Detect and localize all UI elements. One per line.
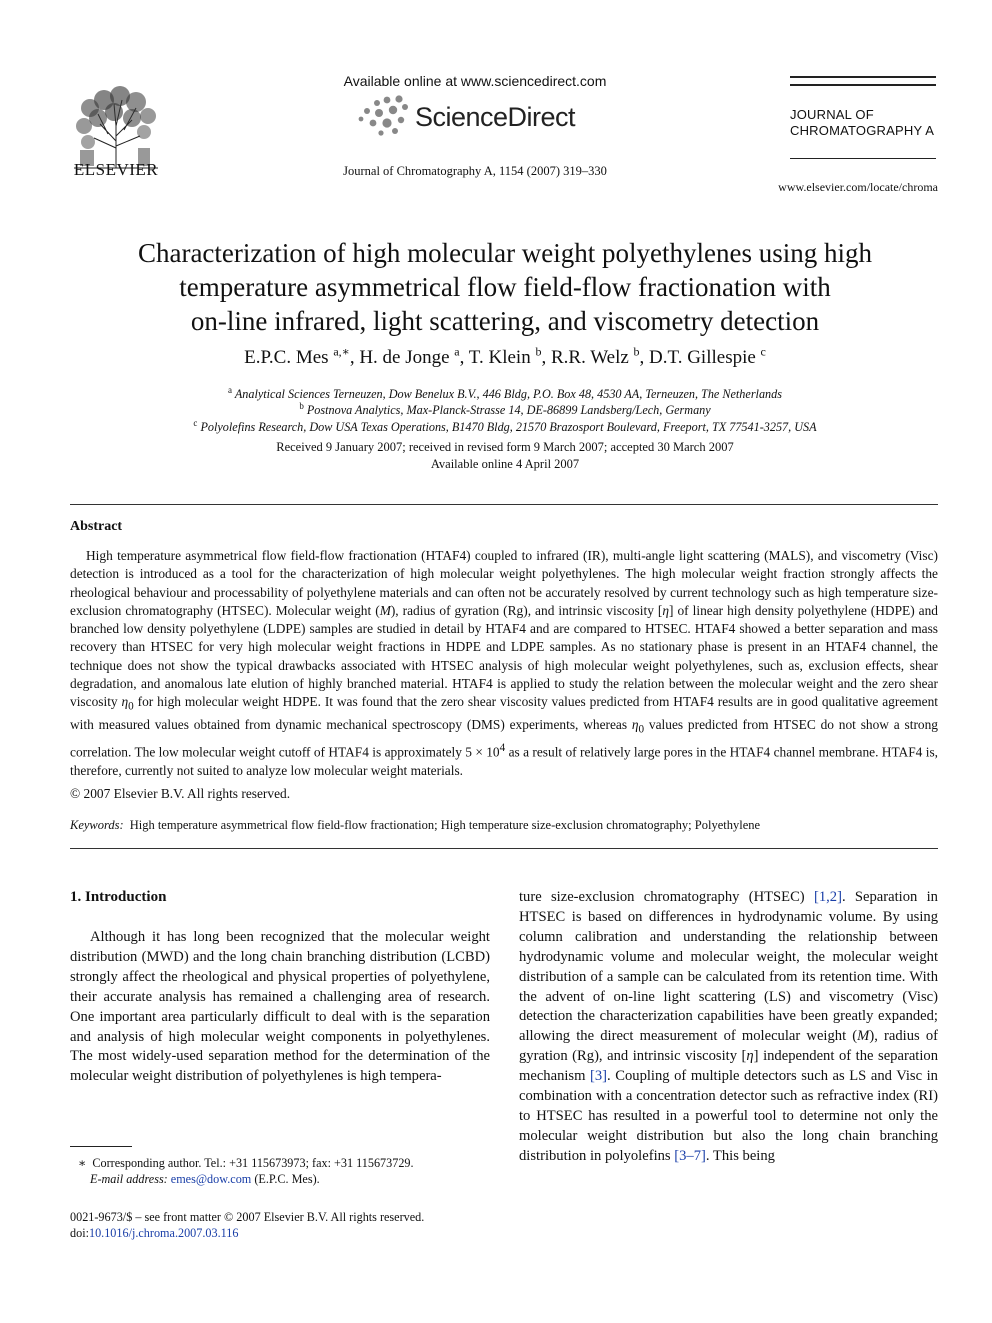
keywords-label: Keywords: <box>70 818 124 832</box>
available-online-text: Available online at www.sciencedirect.com <box>343 73 607 89</box>
email-label: E-mail address: <box>90 1172 168 1186</box>
corresponding-author-text: Corresponding author. Tel.: +31 115673973; fax: +31 115673729. <box>92 1156 414 1170</box>
journal-name-line1: JOURNAL OF <box>790 107 874 122</box>
sciencedirect-wordmark: ScienceDirect <box>415 102 576 132</box>
affiliation-mark: b <box>299 401 304 411</box>
issn-line: 0021-9673/$ – see front matter © 2007 Elsevier B.V. All rights reserved. <box>70 1210 425 1224</box>
affiliation-mark: a <box>228 385 233 395</box>
section-heading-introduction: 1. Introduction <box>70 889 167 905</box>
available-online-date: Available online 4 April 2007 <box>430 457 580 471</box>
title-line-3: on-line infrared, light scattering, and viscometry detection <box>190 306 820 336</box>
author-name[interactable]: T. Klein <box>468 347 531 368</box>
affiliation-text: Postnova Analytics, Max-Planck-Strasse 14, DE-86899 Landsberg/Lech, Germany <box>306 403 711 418</box>
journal-citation: Journal of Chromatography A, 1154 (2007) 319–330 <box>343 164 607 178</box>
affiliation-mark: c <box>193 418 198 428</box>
corresponding-author-note: ∗ Corresponding author. Tel.: +31 115673973; fax: +31 115673729. <box>78 1156 414 1170</box>
abstract-rule-top <box>70 504 938 505</box>
author-affiliation-mark[interactable]: a,∗ <box>333 344 350 359</box>
affiliation-text: Analytical Sciences Terneuzen, Dow Benelux B.V., 446 Bldg, P.O. Box 48, 4530 AA, Terneuzen, The Netherlands <box>234 387 782 402</box>
doi-line <box>70 1225 238 1241</box>
journal-name-line2: CHROMATOGRAPHY A <box>790 123 935 138</box>
journal-url-link[interactable]: www.elsevier.com/locate/chroma <box>778 180 938 194</box>
title-line-1: Characterization of high molecular weight polyethylenes using high <box>137 238 873 268</box>
email-suffix: (E.P.C. Mes). <box>254 1172 320 1186</box>
body-column-left: Although it has long been recognized that the molecular weight distribution (MWD) and the long chain branching distribution (LCBD) strongly affect the rheological and physical properties of polyethylene, their accurate analysis has remained a challenging area of research. One important area particularly difficult to deal with is the separation and analysis of high molecular weight components in polyethylenes. The most widely-used separation method for the determination of the molecular weight distribution of polyethylenes is high tempera- <box>70 929 490 1085</box>
author-name[interactable]: H. de Jonge <box>359 347 450 368</box>
author-name[interactable]: E.P.C. Mes <box>244 347 329 368</box>
keywords-line <box>70 818 938 833</box>
affiliation-b <box>80 401 930 418</box>
copyright-notice: © 2007 Elsevier B.V. All rights reserved. <box>70 786 291 801</box>
author-affiliation-mark[interactable]: c <box>760 344 766 359</box>
journal-rule-bottom <box>790 158 936 159</box>
title-line-2: temperature asymmetrical flow field-flow fractionation with <box>179 272 831 302</box>
abstract-rule-bottom <box>70 848 938 849</box>
author-list: E.P.C. Mes $^{a,∗}$, H. de Jonge $^a$, T. Klein $^b$, R.R. Welz $^b$, D.T. Gillespie $^c$ <box>244 344 766 368</box>
journal-rule-second <box>790 84 936 86</box>
affiliation-c <box>80 418 930 435</box>
article-title <box>80 236 930 338</box>
author-affiliation-mark[interactable]: a <box>454 344 460 359</box>
author-name[interactable]: R.R. Welz <box>550 347 629 368</box>
body-column-right: ture size-exclusion chromatography (HTSEC) [1,2]. Separation in HTSEC is based on differences in hydrodynamic volume. By using column calibration and understanding the relationship between hydrodynamic volume and molecular weight, the molecular weight distribution of a sample can be calculated from its retention time. With the advent of on-line light scattering (LS) and viscometry (Visc) detection the characterization capabilities have been greatly expanded; allowing the direct measurement of molecular weight (M), radius of gyration (Rg), and intrinsic viscosity [η] independent of the separation mechanism [3]. Coupling of multiple detectors such as LS and Visc in combination with a concentration detector such as refractive index (RI) to HTSEC has resulted in a powerful tool to determine not only the molecular weight distribution but also the long chain branching distribution in polyolefins [3–7]. This being <box>519 889 938 1164</box>
citation-link[interactable]: [1,2] <box>813 889 842 905</box>
affiliation-text: Polyolefins Research, Dow USA Texas Operations, B1470 Bldg, 21570 Brazosport Boulevard, Freeport, TX 77541-3257, USA <box>200 420 817 435</box>
footnote-rule <box>70 1146 132 1147</box>
author-name[interactable]: D.T. Gillespie <box>649 347 756 368</box>
abstract-body: High temperature asymmetrical flow field-flow fractionation (HTAF4) coupled to infrared (IR), multi-angle light scattering (MALS), and viscometry (Visc) detection is introduced as a tool for the characterization of high molecular weight polyethylenes. The high molecular weight fraction strongly affects the rheological behaviour and processability of polyethylene materials and can often not be accurately resolved by current technology such as high temperature size-exclusion chromatography (HTSEC). Molecular weight (M), radius of gyration (Rg), and intrinsic viscosity [η] of linear high density polyethylene (HDPE) and branched low density polyethylene (LDPE) samples are studied in detail by HTAF4 and are compared to HTSEC. HTAF4 showed a better separation and mass recovery than HTSEC for very high molecular weight fractions in HDPE and LDPE samples. As no stationary phase is present in an HTAF4 channel, the technique does not show the typical drawbacks associated with HTSEC analysis of high molecular weight polyethylenes, such as, exclusion effects, shear degradation, and anomalous late elution of highly branched material. HTAF4 is applied to study the relation between the molecular weight and the zero shear viscosity $\eta_0$ for high molecular weight HDPE. It was found that the zero shear viscosity values predicted from HTAF4 results are in good qualitative agreement with measured values obtained from dynamic mechanical spectroscopy (DMS) experiments, whereas $\eta_0$ values predicted from HTSEC do not show a strong correlation. The low molecular weight cutoff of HTAF4 is approximately $5 \times 10^4$ as a result of relatively large pores in the HTAF4 channel membrane. HTAF4 is, therefore, currently not suited to analyze low molecular weight materials. <box>70 548 939 779</box>
doi-label: doi: <box>70 1226 89 1240</box>
citation-link[interactable]: [3] <box>590 1068 608 1085</box>
received-dates: Received 9 January 2007; received in revised form 9 March 2007; accepted 30 March 2007 <box>276 440 734 454</box>
keywords-list: High temperature asymmetrical flow field-flow fractionation; High temperature size-exclusion chromatography; Polyethylene <box>129 818 761 832</box>
abstract-heading: Abstract <box>70 519 123 534</box>
journal-name <box>790 107 950 139</box>
email-link[interactable]: emes@dow.com <box>170 1172 252 1186</box>
publisher-name: ELSEVIER <box>73 160 159 179</box>
doi-link[interactable]: 10.1016/j.chroma.2007.03.116 <box>88 1226 239 1240</box>
email-note <box>90 1171 320 1187</box>
journal-rule-top <box>790 76 936 78</box>
author-affiliation-mark[interactable]: b <box>535 344 542 359</box>
affiliation-a <box>80 385 930 402</box>
author-affiliation-mark[interactable]: b <box>633 344 640 359</box>
citation-link[interactable]: [3–7] <box>674 1147 706 1164</box>
